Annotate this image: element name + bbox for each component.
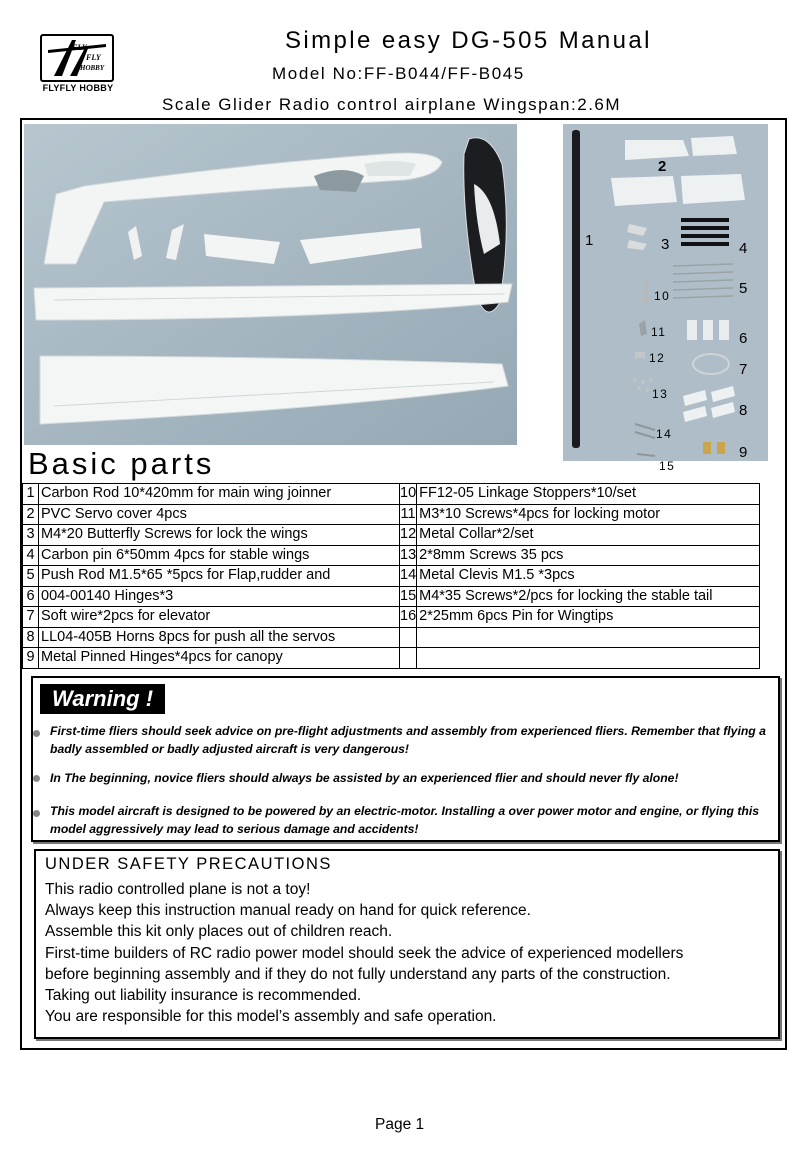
parts-row <box>23 484 760 505</box>
part-number: 11 <box>400 504 417 525</box>
part-description <box>417 627 760 648</box>
parts-row <box>23 607 760 628</box>
logo-letters-2: FLY <box>86 53 101 62</box>
bullet-icon <box>33 730 40 737</box>
safety-line: Taking out liability insurance is recommended. <box>45 987 362 1005</box>
part-description: Metal Clevis M1.5 *3pcs <box>417 566 760 587</box>
logo-letters-1: FLY <box>72 43 87 52</box>
parts-row <box>23 627 760 648</box>
part-description: 004-00140 Hinges*3 <box>39 586 400 607</box>
photo-label-1: 1 <box>585 232 594 249</box>
photo-label-9: 9 <box>739 444 748 461</box>
glider-logo-icon <box>42 36 112 80</box>
part-number: 3 <box>23 525 39 546</box>
photo-label-14: 14 <box>656 427 673 441</box>
airframe-photo <box>24 124 517 445</box>
part-description: 2*25mm 6pcs Pin for Wingtips <box>417 607 760 628</box>
part-number: 6 <box>23 586 39 607</box>
part-number: 1 <box>23 484 39 505</box>
part-description: M4*20 Butterfly Screws for lock the wings <box>39 525 400 546</box>
part-number: 2 <box>23 504 39 525</box>
part-description: Metal Pinned Hinges*4pcs for canopy <box>39 648 400 669</box>
parts-row <box>23 525 760 546</box>
part-description: Soft wire*2pcs for elevator <box>39 607 400 628</box>
part-description: LL04-405B Horns 8pcs for push all the servos <box>39 627 400 648</box>
part-number: 5 <box>23 566 39 587</box>
part-number: 8 <box>23 627 39 648</box>
part-number: 9 <box>23 648 39 669</box>
parts-row <box>23 545 760 566</box>
logo-mark <box>40 34 114 82</box>
safety-lines <box>45 879 683 1027</box>
logo-letters-3: HOBBY <box>80 64 105 72</box>
safety-line: Always keep this instruction manual ready on hand for quick reference. <box>45 902 531 920</box>
part-description: M4*35 Screws*2/pcs for locking the stable tail <box>417 586 760 607</box>
part-number: 7 <box>23 607 39 628</box>
part-description: Metal Collar*2/set <box>417 525 760 546</box>
photo-label-11: 11 <box>651 325 667 339</box>
warning-item: This model aircraft is designed to be powered by an electric-motor. Installing a over power motor and engine, or flying this model aggressively may lead to serious damage and accidents! <box>50 804 760 836</box>
safety-line: before beginning assembly and if they do not fully understand any parts of the construction. <box>45 965 671 983</box>
parts-row <box>23 504 760 525</box>
photo-label-6: 6 <box>739 330 748 347</box>
warning-item: In The beginning, novice fliers should always be assisted by an experienced flier and should never fly alone! <box>50 771 679 785</box>
part-number: 13 <box>400 545 417 566</box>
part-description: Push Rod M1.5*65 *5pcs for Flap,rudder and <box>39 566 400 587</box>
safety-title: UNDER SAFETY PRECAUTIONS <box>45 855 332 873</box>
warning-title: Warning ! <box>40 684 165 714</box>
bullet-icon <box>33 775 40 782</box>
part-number: 16 <box>400 607 417 628</box>
photo-label-7: 7 <box>739 361 748 378</box>
part-description: Carbon Rod 10*420mm for main wing joinner <box>39 484 400 505</box>
photo-label-15: 15 <box>659 459 676 473</box>
parts-row <box>23 586 760 607</box>
manual-subtitle: Scale Glider Radio control airplane Wingspan:2.6M <box>162 95 622 114</box>
part-description: 2*8mm Screws 35 pcs <box>417 545 760 566</box>
safety-line: You are responsible for this model’s assembly and safe operation. <box>45 1008 497 1026</box>
safety-line: Assemble this kit only places out of children reach. <box>45 923 393 941</box>
part-description: FF12-05 Linkage Stoppers*10/set <box>417 484 760 505</box>
part-number <box>400 627 417 648</box>
part-description: Carbon pin 6*50mm 4pcs for stable wings <box>39 545 400 566</box>
model-number: Model No:FF-B044/FF-B045 <box>272 64 525 83</box>
part-description: PVC Servo cover 4pcs <box>39 504 400 525</box>
parts-row <box>23 648 760 669</box>
part-number: 15 <box>400 586 417 607</box>
safety-line: First-time builders of RC radio power model should seek the advice of experienced modellers <box>45 944 684 962</box>
parts-table <box>22 483 760 669</box>
part-description <box>417 648 760 669</box>
photo-label-13: 13 <box>652 387 669 401</box>
logo-brand-text: FLYFLY HOBBY <box>42 83 114 93</box>
safety-line: This radio controlled plane is not a toy! <box>45 881 311 898</box>
part-number: 14 <box>400 566 417 587</box>
section-title: Basic parts <box>28 446 215 481</box>
part-number <box>400 648 417 669</box>
photo-label-12: 12 <box>649 351 666 365</box>
airframe-parts-illustration <box>24 124 517 445</box>
part-number: 4 <box>23 545 39 566</box>
parts-row <box>23 566 760 587</box>
photo-label-4: 4 <box>739 240 748 257</box>
photo-label-10: 10 <box>654 289 671 303</box>
hardware-photo <box>563 124 768 473</box>
manual-title: Simple easy DG-505 Manual <box>285 27 652 54</box>
brand-logo <box>38 34 118 96</box>
parts-table-body <box>23 484 760 669</box>
photo-label-8: 8 <box>739 402 748 419</box>
photo-label-5: 5 <box>739 280 748 297</box>
photo-label-3: 3 <box>661 236 670 253</box>
part-number: 12 <box>400 525 417 546</box>
page-number: Page 1 <box>375 1116 425 1133</box>
bullet-icon <box>33 810 40 817</box>
part-description: M3*10 Screws*4pcs for locking motor <box>417 504 760 525</box>
part-number: 10 <box>400 484 417 505</box>
photo-label-2: 2 <box>658 158 667 175</box>
warning-item: First-time fliers should seek advice on pre-flight adjustments and assembly from experienced fliers. Remember that flying a badly assembled or badly adjusted aircraft is very dangerous! <box>50 724 766 756</box>
